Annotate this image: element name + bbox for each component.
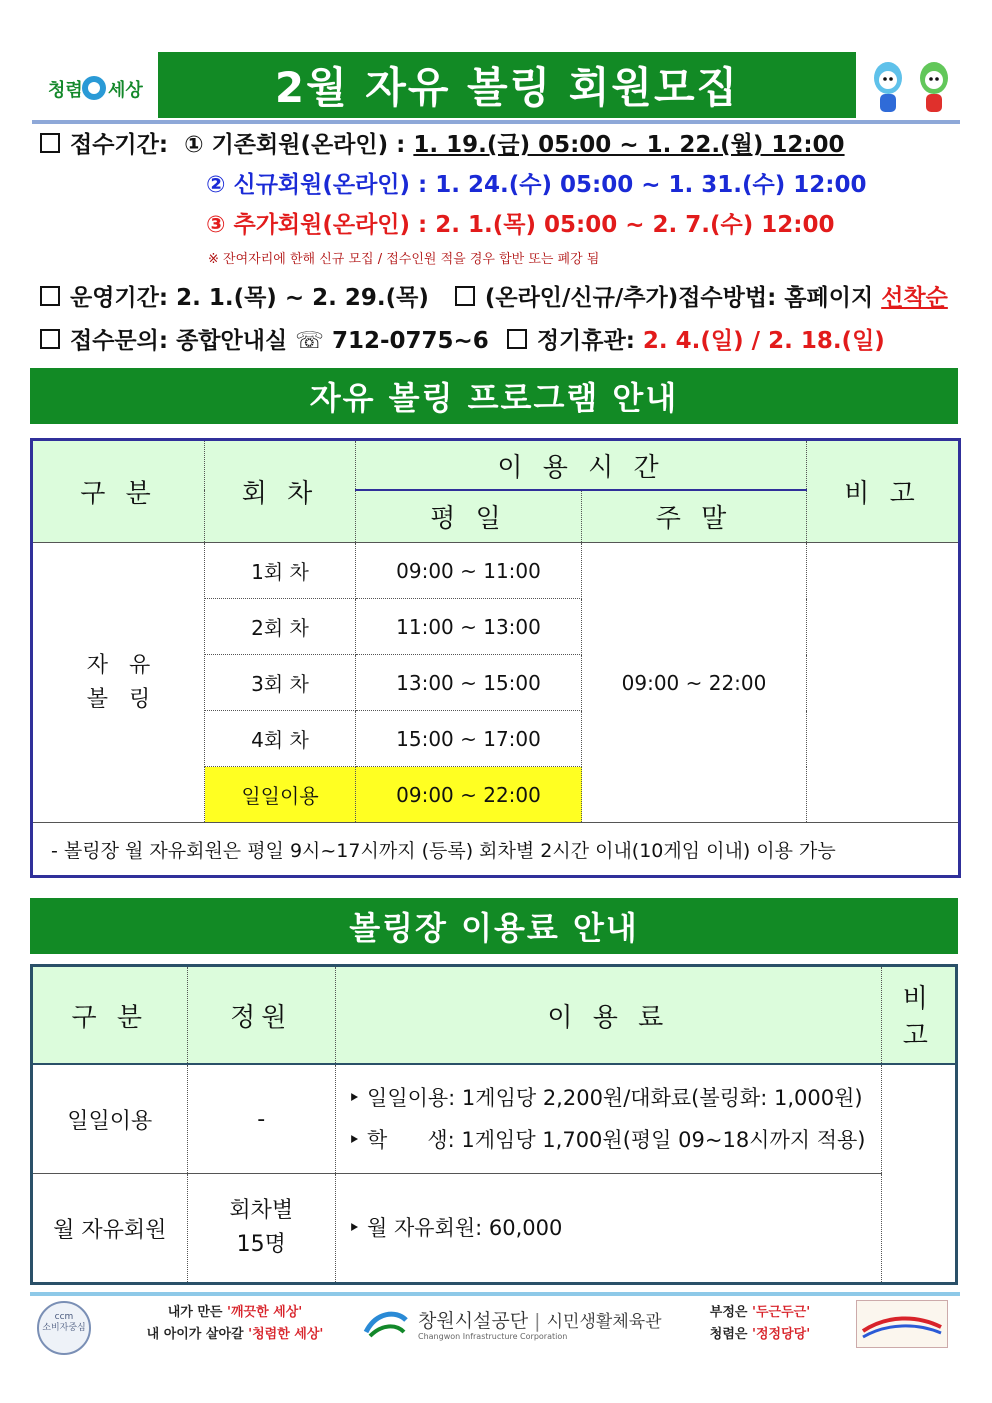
fee-daily-capacity: - — [187, 1064, 335, 1174]
closure-value: 2. 4.(일) / 2. 18.(일) — [642, 328, 885, 354]
svg-text:세상: 세상 — [108, 80, 143, 101]
reception-label: 접수기간: — [70, 132, 169, 158]
col-session-header: 회 차 — [205, 440, 356, 543]
fee-col-category-header: 구 분 — [32, 966, 188, 1065]
inquiry-value: 종합안내실 ☏ 712-0775~6 — [176, 328, 489, 354]
operation-row — [40, 283, 948, 313]
category-cell — [32, 543, 205, 823]
col-category-header: 구 분 — [32, 440, 205, 543]
closure-label: 정기휴관: — [536, 328, 635, 354]
method-value: 홈페이지 — [784, 285, 874, 311]
method-label: (온라인/신규/추가)접수방법: — [484, 285, 777, 311]
category-line2: 볼 링 — [86, 686, 151, 712]
session-cell-daily: 일일이용 — [205, 767, 356, 823]
checkbox-icon — [40, 329, 60, 349]
ccm-subtext: 소비자중심 — [42, 1323, 86, 1333]
org-subname: 시민생활체육관 — [546, 1312, 662, 1332]
fee-daily-line2: ‣ 학 생: 1게임당 1,700원(평일 09~18시까지 적용) — [347, 1128, 866, 1152]
org-logo: 창원시설공단 | 시민생활체육관 Changwon Infrastructure Corporation — [362, 1304, 672, 1348]
weekday-time-cell: 11:00 ~ 13:00 — [356, 599, 582, 655]
ccm-badge — [36, 1300, 92, 1356]
footer-slogan-right: 부정은 '두근두근' 청렴은 '정정당당' — [709, 1305, 811, 1342]
fee-daily-category: 일일이용 — [32, 1064, 188, 1174]
footer-slogan-left: 내가 만든 '깨끗한 세상' 내 아이가 살아갈 '청렴한 세상' — [146, 1305, 324, 1342]
col-time-header: 이 용 시 간 — [356, 440, 807, 491]
header-divider — [32, 120, 960, 124]
org-name: 창원시설공단 — [418, 1310, 529, 1332]
program-footnote: - 볼링장 월 자유회원은 평일 9시~17시까지 (등록) 회차별 2시간 이내(10게임 이내) 이용 가능 — [32, 823, 960, 877]
org-english-name: Changwon Infrastructure Corporation — [418, 1332, 568, 1341]
weekday-time-cell: 15:00 ~ 17:00 — [356, 711, 582, 767]
checkbox-icon — [40, 133, 60, 153]
weekday-time-cell: 13:00 ~ 15:00 — [356, 655, 582, 711]
checkbox-icon — [507, 329, 527, 349]
fee-monthly-line1: ‣ 월 자유회원: 60,000 — [347, 1216, 563, 1240]
operation-label: 운영기간: — [70, 285, 169, 311]
fee-monthly-category: 월 자유회원 — [32, 1174, 188, 1284]
fee-col-capacity-header: 정원 — [187, 966, 335, 1065]
reception-period-row — [40, 130, 845, 160]
new-member-row — [206, 170, 866, 200]
checkbox-icon — [40, 286, 60, 306]
weekend-time-cell: 09:00 ~ 22:00 — [582, 543, 807, 823]
fee-monthly-capacity-line2: 15명 — [236, 1232, 286, 1257]
inquiry-row — [40, 326, 885, 356]
footer-divider — [30, 1292, 960, 1296]
page-title: 2월 자유 볼링 회원모집 — [158, 52, 856, 118]
weekday-time-cell: 09:00 ~ 11:00 — [356, 543, 582, 599]
additional-member-period: 2. 1.(목) 05:00 ~ 2. 7.(수) 12:00 — [435, 212, 835, 238]
svg-text:청렴: 청렴 — [48, 80, 83, 101]
org-emblem-icon — [362, 1306, 410, 1344]
notice-text: ※ 잔여자리에 한해 신규 모집 / 접수인원 적을 경우 합반 또는 폐강 됨 — [208, 252, 600, 267]
fee-daily-detail — [335, 1064, 881, 1174]
integrity-logo — [44, 62, 144, 118]
program-section-title: 자유 볼링 프로그램 안내 — [30, 368, 958, 424]
remarks-cell — [807, 543, 960, 823]
ccm-text: ccm — [54, 1312, 74, 1322]
existing-member-period: 1. 19.(금) 05:00 ~ 1. 22.(월) 12:00 — [413, 132, 845, 158]
session-cell: 2회 차 — [205, 599, 356, 655]
mascot-image — [866, 56, 958, 116]
session-cell: 4회 차 — [205, 711, 356, 767]
inquiry-label: 접수문의: — [70, 328, 169, 354]
checkbox-icon — [455, 286, 475, 306]
col-weekday-header: 평 일 — [356, 490, 582, 542]
session-cell: 3회 차 — [205, 655, 356, 711]
fee-remarks-cell — [881, 1064, 956, 1284]
fee-daily-line1: ‣ 일일이용: 1게임당 2,200원/대화료(볼링화: 1,000원) — [347, 1086, 863, 1110]
session-cell: 1회 차 — [205, 543, 356, 599]
fees-table — [30, 964, 958, 1285]
additional-member-row — [206, 210, 834, 240]
fee-monthly-capacity — [187, 1174, 335, 1284]
fee-col-remarks-header: 비 고 — [881, 966, 956, 1065]
operation-period: 2. 1.(목) ~ 2. 29.(목) — [176, 285, 429, 311]
program-table — [30, 438, 961, 878]
fee-monthly-capacity-line1: 회차별 — [229, 1198, 294, 1223]
category-line1: 자 유 — [86, 652, 151, 678]
weekday-time-cell-daily: 09:00 ~ 22:00 — [356, 767, 582, 823]
additional-member-label: ③ 추가회원(온라인) : — [206, 212, 428, 238]
col-remarks-header: 비 고 — [807, 440, 960, 543]
new-member-label: ② 신규회원(온라인) : — [206, 172, 428, 198]
fee-col-fee-header: 이 용 료 — [335, 966, 881, 1065]
certificate-image — [856, 1300, 948, 1348]
existing-member-label: ① 기존회원(온라인) : — [184, 132, 406, 158]
new-member-period: 1. 24.(수) 05:00 ~ 1. 31.(수) 12:00 — [435, 172, 867, 198]
method-highlight: 선착순 — [881, 285, 948, 311]
fee-monthly-detail — [335, 1174, 881, 1284]
col-weekend-header: 주 말 — [582, 490, 807, 542]
fees-section-title: 볼링장 이용료 안내 — [30, 898, 958, 954]
